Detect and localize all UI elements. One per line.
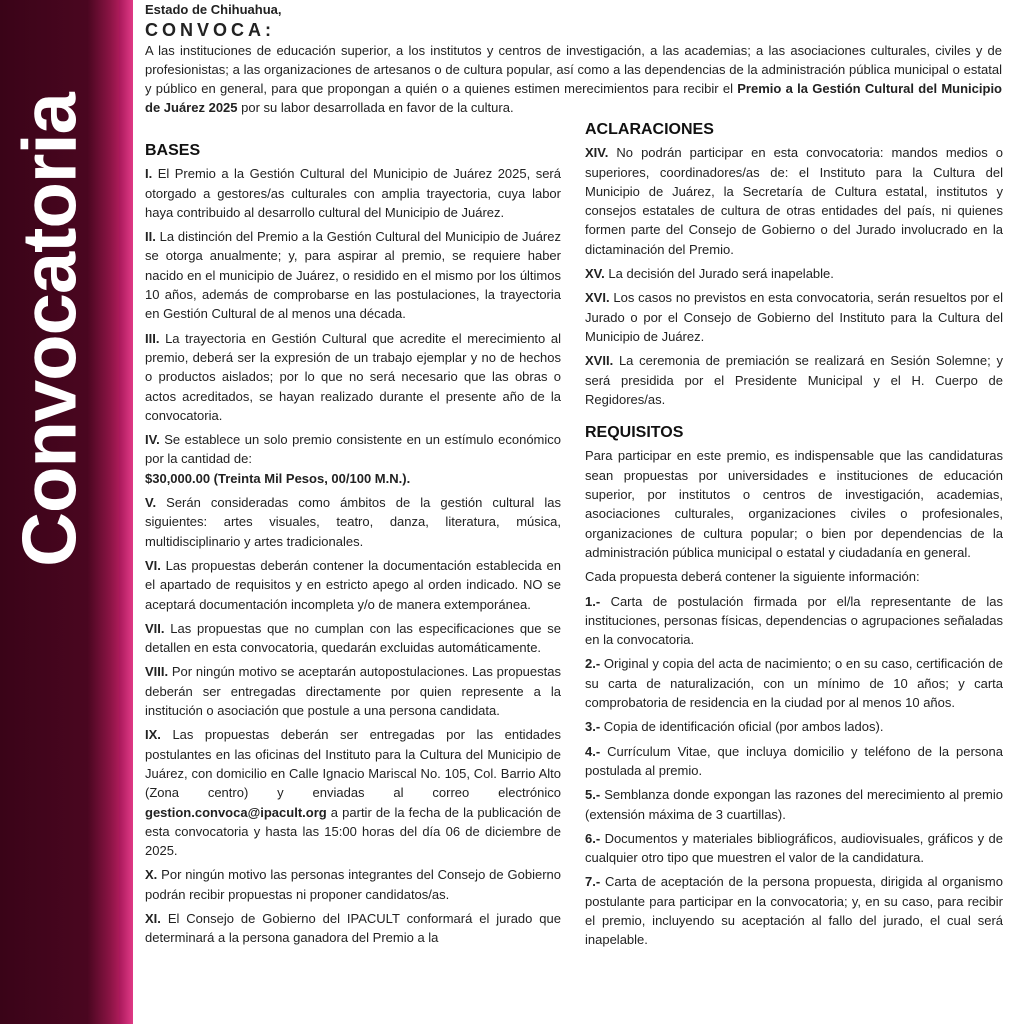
list-item bbox=[145, 725, 561, 860]
item-number: XI. bbox=[145, 910, 161, 926]
item-number: I. bbox=[145, 166, 153, 182]
state-line: Estado de Chihuahua, bbox=[145, 2, 282, 17]
item-number: V. bbox=[145, 495, 157, 511]
item-text: Las propuestas deberán ser entregadas por las entidades postulantes en las oficinas del Instituto para la Cultura del Municipio de Juárez, con domicilio en Calle Ignacio Mariscal No. 105, Col. Barrio Alto (Zona centro) y enviadas al correo electrónico bbox=[145, 727, 561, 801]
list-item bbox=[585, 288, 1003, 346]
item-number: XVI. bbox=[585, 290, 610, 306]
bases-heading: BASES bbox=[145, 142, 201, 159]
list-item bbox=[585, 351, 1003, 409]
item-number: 5.- bbox=[585, 787, 601, 803]
item-number: X. bbox=[145, 867, 158, 883]
item-text: Documentos y materiales bibliográficos, audiovisuales, gráficos y de cualquier otro tipo que muestren el valor de la candidatura. bbox=[585, 830, 1003, 866]
item-text: Currículum Vitae, que incluya domicilio y teléfono de la persona postulada al premio. bbox=[585, 743, 1003, 778]
item-number: XV. bbox=[585, 266, 605, 282]
item-text: La distinción del Premio a la Gestión Cultural del Municipio de Juárez se otorga anualmente; y, para aspirar al premio, se requiere haber nacido en el municipio de Juárez, o residido en el mismo por los últimos 10 años, además de comprobarse en las postulaciones, la trayectoria en Gestión Cultural de al menos una década. bbox=[145, 229, 561, 322]
list-item bbox=[145, 619, 561, 658]
item-text: La trayectoria en Gestión Cultural que acredite el merecimiento al premio, deberá ser la expresión de un trabajo ejemplar y no de hechos o productos aislados; por lo que no será necesario que las obras o actos acreditados, se hayan realizado durante el presente año de la convocatoria. bbox=[145, 330, 561, 423]
aclaraciones-list bbox=[585, 143, 1003, 409]
list-item bbox=[145, 164, 561, 222]
item-text: Las propuestas deberán contener la documentación establecida en el apartado de requisitos y en estricto apego al orden indicado. NO se aceptará documentación incompleta y/o de manera extemporánea. bbox=[145, 557, 561, 612]
item-text: No podrán participar en esta convocatoria: mandos medios o superiores, coordinadores/as de: el Instituto para la Cultura del Municipio de Juárez, la Secretaría de Cultura estatal, institutos y consejos estatales de cultura de otras entidades del país, ni quienes formen parte del Consejo de Gobierno o del Jurado involucrado en la dictaminación del Premio. bbox=[585, 145, 1003, 257]
item-number: XVII. bbox=[585, 353, 614, 369]
item-text: Original y copia del acta de nacimiento; o en su caso, certificación de su carta de naturalización, con un mínimo de 10 años; y carta comprobatoria de residencia en la ciudad por al menos 10 años. bbox=[585, 656, 1003, 711]
prize-name: Premio a la Gestión Cultural del Municipio de Juárez 2025 bbox=[145, 81, 1002, 115]
item-text: Por ningún motivo las personas integrantes del Consejo de Gobierno podrán recibir propuestas ni proponer candidatos/as. bbox=[145, 867, 561, 902]
item-text: Serán consideradas como ámbitos de la gestión cultural las siguientes: artes visuales, teatro, danza, literatura, música, multidisciplinario y artes tradicionales. bbox=[145, 495, 561, 549]
list-item bbox=[585, 717, 1003, 736]
list-item bbox=[145, 227, 561, 323]
item-text: La decisión del Jurado será inapelable. bbox=[608, 266, 834, 282]
right-column bbox=[585, 120, 1003, 955]
item-number: XIV. bbox=[585, 145, 609, 161]
list-item bbox=[145, 865, 561, 904]
item-number: VI. bbox=[145, 557, 161, 573]
item-text: Semblanza donde expongan las razones del merecimiento al premio (extensión máxima de 3 cuartillas). bbox=[585, 787, 1003, 822]
sidebar-title: Convocatoria bbox=[7, 93, 93, 567]
list-item bbox=[585, 592, 1003, 650]
aclaraciones-heading: ACLARACIONES bbox=[585, 121, 714, 138]
item-text: Se establece un solo premio consistente en un estímulo económico por la cantidad de: bbox=[145, 432, 562, 467]
list-item bbox=[585, 654, 1003, 712]
list-item bbox=[145, 662, 561, 720]
item-number: IX. bbox=[145, 727, 161, 743]
list-item bbox=[585, 143, 1003, 259]
item-text: Carta de postulación firmada por el/la representante de las instituciones, personas físicas, dependencias o agrupaciones señaladas en la convocatoria. bbox=[585, 593, 1003, 648]
item-text-end: a partir de la fecha de la publicación de esta convocatoria y hasta las 15:00 horas del día 06 de diciembre de 2025. bbox=[145, 804, 561, 859]
item-number: VIII. bbox=[145, 664, 169, 680]
list-item bbox=[585, 872, 1003, 949]
intro-text-end: por su labor desarrollada en favor de la cultura. bbox=[237, 100, 514, 115]
item-number: 4.- bbox=[585, 743, 601, 759]
requisitos-list bbox=[585, 592, 1003, 950]
item-number: 3.- bbox=[585, 719, 601, 735]
prize-amount: $30,000.00 (Treinta Mil Pesos, 00/100 M.N.). bbox=[145, 470, 411, 486]
item-text: Por ningún motivo se aceptarán autopostulaciones. Las propuestas deberán ser entregadas directamente por quien represente a la institución o asociación que postule a una persona candidata. bbox=[145, 664, 561, 719]
item-text: Los casos no previstos en esta convocatoria, serán resueltos por el Jurado o por el Consejo de Gobierno del Instituto para la Cultura del Municipio de Juárez. bbox=[585, 290, 1003, 344]
item-number: II. bbox=[145, 229, 156, 245]
list-item bbox=[585, 264, 1003, 283]
intro-text: A las instituciones de educación superior, a los institutos y centros de investigación, a las academias; a las asociaciones culturales, civiles y de profesionistas; a las organizaciones de artesanos o de cultura popular, así como a las dependencias de la administración pública municipal o estatal y público en general, para que propongan a quién o a quienes estimen merecimientos para recibir el bbox=[145, 43, 1002, 96]
convoca-heading: CONVOCA: bbox=[145, 20, 275, 40]
requisitos-intro-2: Cada propuesta deberá contener la siguiente información: bbox=[585, 569, 920, 585]
list-item bbox=[145, 329, 561, 425]
item-number: VII. bbox=[145, 620, 165, 636]
list-item bbox=[145, 493, 561, 551]
item-number: 2.- bbox=[585, 656, 601, 672]
email-link[interactable]: gestion.convoca@ipacult.org bbox=[145, 804, 327, 820]
list-item bbox=[585, 742, 1003, 781]
list-item bbox=[145, 556, 561, 614]
list-item bbox=[585, 785, 1003, 824]
item-number: 6.- bbox=[585, 830, 601, 846]
requisitos-heading: REQUISITOS bbox=[585, 424, 684, 442]
item-number: 1.- bbox=[585, 593, 601, 609]
requisitos-intro: Para participar en este premio, es indispensable que las candidaturas sean propuestas por universidades e instituciones de educación superior, por institutos o centros de investigación, academias, asociaciones culturales, organizaciones civiles o profesionales, organizaciones de cultura popular; o bien por dependencias de la administración pública municipal o estatal y ciudadanía en general. bbox=[585, 448, 1003, 560]
item-number: 7.- bbox=[585, 874, 601, 890]
header bbox=[145, 0, 1002, 117]
item-text: Copia de identificación oficial (por ambos lados). bbox=[603, 719, 884, 735]
list-item bbox=[585, 829, 1003, 868]
item-text: El Premio a la Gestión Cultural del Municipio de Juárez 2025, será otorgado a gestores/as culturales con amplia trayectoria, cuya labor haya contribuido al desarrollo cultural del Municipio de Juárez. bbox=[145, 166, 561, 220]
bases-column bbox=[145, 141, 561, 953]
item-text: Carta de aceptación de la persona propuesta, dirigida al organismo postulante para participar en la convocatoria; y, en su caso, para recibir el premio, incluyendo su aceptación al fallo del jurado, el cual será inapelable. bbox=[585, 874, 1003, 948]
list-item bbox=[145, 909, 561, 948]
item-text: El Consejo de Gobierno del IPACULT conformará el jurado que determinará a la persona ganadora del Premio a la bbox=[145, 910, 561, 946]
intro-paragraph bbox=[145, 41, 1002, 117]
bases-list bbox=[145, 164, 561, 947]
item-text: La ceremonia de premiación se realizará en Sesión Solemne; y será presidida por el Presidente Municipal y el H. Cuerpo de Regidores/as. bbox=[585, 353, 1003, 407]
list-item bbox=[145, 430, 561, 488]
item-number: IV. bbox=[145, 432, 160, 448]
item-number: III. bbox=[145, 330, 160, 346]
item-text: Las propuestas que no cumplan con las especificaciones que se detallen en esta convocatoria, quedarán excluidas automáticamente. bbox=[145, 620, 561, 656]
